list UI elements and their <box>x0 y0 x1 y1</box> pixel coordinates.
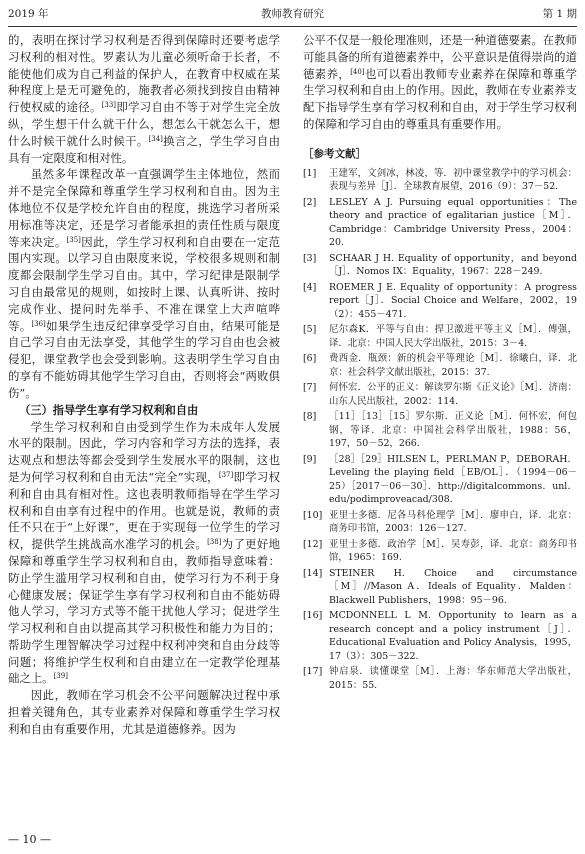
reference-item <box>303 196 577 250</box>
reference-text: STEINER H. Choice and circumstance［M］//Mason A．Ideals of Equality．Malden：Blackwell Publishers，1998：95－96. <box>329 567 577 606</box>
page-number: — 10 — <box>8 833 51 846</box>
citation: [33] <box>101 101 117 110</box>
citation: [40] <box>350 67 365 76</box>
reference-text: 尼尔森K．平等与自由：捍卫激进平等主义［M］．傅强，译．北京：中国人民大学出版社，2015：3－4. <box>329 324 577 349</box>
left-column <box>8 32 280 738</box>
reference-text: 亚里士多德．政治学［M］．吴寿彭，译．北京：商务印书馆，1965：169. <box>329 538 577 564</box>
paragraph: 因此，教师在学习机会不公平问题解决过程中承担着关键角色，其专业素养对保障和尊重学生学习权利和自由有重要作用，尤其是道德修养。因为 <box>8 688 280 736</box>
reference-text: 亚里士多德．尼各马科伦理学［M］．廖申白，译．北京：商务印书馆，2003：126－127. <box>329 509 577 535</box>
reference-item <box>303 323 577 350</box>
references-heading: ［参考文献］ <box>303 147 366 160</box>
reference-text: MCDONNELL L M. Opportunity to learn as a research concept and a policy instrument［J］．Educational Evaluation and Policy Analysis，1995，17（3）：305－322. <box>329 610 577 662</box>
reference-item <box>303 352 577 379</box>
reference-number: [16] <box>303 610 323 622</box>
section-heading: （三）指导学生享有学习权利和自由 <box>19 403 199 417</box>
header-journal: 教师教育研究 <box>261 8 324 20</box>
reference-item <box>303 453 577 507</box>
citation: [37] <box>218 470 234 479</box>
header-issue: 第 1 期 <box>542 8 577 20</box>
reference-item <box>303 609 577 663</box>
reference-text: LESLEY A J. Pursuing equal opportunities：The theory and practice of egalitarian justice［M］．Cambridge：Cambridge University Press，2004：20. <box>329 196 577 249</box>
paragraph: 的，表明在探讨学习权利是否得到保障时还要考虑学习权利的相对性。罗素认为儿童必须听命于长者，不能使他们成为自己利益的保护人，在教育中权威在某种程度上是无可避免的，施教者必须找到按自由精神行使权威的途径。[33]即学习自由不等于对学生完全放纵，学生想干什么就干什么，想怎么干就怎么干，想什么时候干就什么时候干。[34]换言之，学生学习自由具有一定限度和相对性。 <box>8 33 280 165</box>
reference-item <box>303 167 577 194</box>
paragraph: 虽然多年课程改革一直强调学生主体地位，然而并不是完全保障和尊重学生学习权利和自由。因为主体地位不仅是学校允许自由的程度，挑选学习者所采用标准等决定，还是学习者能承担的责任性质与限度等来决定。[35]因此，学生学习权利和自由要在一定范围内实现。以学习自由限度来说，学校很多规则和制度都会限制学生学习自由。其中，学习纪律是限制学习自由最常见的规则，如按时上课、认真听讲、按时完成作业、提问时先举手、不准在课堂上大声喧哗等。[36]如果学生违反纪律享受学习自由，结果可能是自己学习自由无法享受，其他学生的学习自由也会被侵犯，课堂教学也会受到影响。这表明学生学习自由的享有不能妨碍其他学生学习自由，否则将会“两败俱伤”。 <box>8 167 280 400</box>
reference-text: 钟启泉．读懂课堂［M］．上海：华东师范大学出版社，2015：55. <box>329 666 577 691</box>
header-rule <box>8 26 577 27</box>
reference-text: 何怀宏．公平的正义：解读罗尔斯《正义论》［M］．济南：山东人民出版社，2002：114. <box>329 382 577 407</box>
reference-number: [1] <box>303 167 317 179</box>
reference-item <box>303 381 577 408</box>
right-column <box>303 32 577 694</box>
reference-text: 费西金．瓶颈：新的机会平等理论［M］．徐曦白，译．北京：社会科学文献出版社，2015：37. <box>329 353 577 378</box>
citation: [38] <box>207 538 222 547</box>
reference-number: [2] <box>303 196 317 208</box>
citation: [39] <box>53 672 68 681</box>
reference-number: [8] <box>303 411 317 423</box>
reference-number: [3] <box>303 252 317 264</box>
header-year: 2019 年 <box>8 8 49 20</box>
reference-item <box>303 252 577 279</box>
citation: [35] <box>66 235 81 244</box>
reference-text: SCHAAR J H. Equality of opportunity，and beyond［J］．Nomos IX：Equality，1967：228－249. <box>329 252 577 278</box>
reference-number: [12] <box>303 538 323 550</box>
reference-item <box>303 410 577 451</box>
reference-text: ［11］［13］［15］罗尔斯．正义论［M］．何怀宏，何包钢，等译．北京：中国社会科学出版社，1988：56，197，50－52，266. <box>329 411 577 450</box>
paragraph: 学生学习权利和自由受到学生作为未成年人发展水平的限制。因此，学习内容和学习方法的选择，表达观点和想法等都会受到学生发展水平的限制，这也是为何学习权利和自由无法“完全”实现，[37]即学习权利和自由具有相对性。这也表明教师指导在学生学习权利和自由享有过程中的作用。也就是说，教师的责任不只在于“上好课”，更在于实现每一位学生的学习权，提供学生挑战高水准学习的机会。[38]为了更好地保障和尊重学生学习权利和自由，教师指导意味着：防止学生滥用学习权利和自由，使学习行为不利于身心健康发展；保证学生享有学习权利和自由不能妨碍他人学习，学习方式等不能干扰他人学习；促进学生学习权利和自由以提高其学习积极性和能力为目的；帮助学生理智解决学习过程中权利冲突和自由分歧等问题；将维护学生权利和自由建立在一定教学伦理基础之上。[39] <box>8 419 280 686</box>
reference-number: [5] <box>303 324 317 336</box>
reference-number: [17] <box>303 666 323 678</box>
reference-text: 王建军，文剑冰，林凌，等．初中课堂教学中的学习机会：表现与差异［J］．全球教育展望，2016（9）：37－52. <box>329 167 577 193</box>
reference-number: [7] <box>303 382 317 394</box>
reference-text: ROEMER J E. Equality of opportunity：A progress report［J］．Social Choice and Welfare，2002，19（2）：455－471. <box>329 281 577 320</box>
reference-item <box>303 567 577 608</box>
paragraph: 公平不仅是一般伦理准则，还是一种道德要素。在教师可能具备的所有道德素养中，公平意识是值得崇尚的道德素养，[40]也可以看出教师专业素养在保障和尊重学生学习权利和自由上的作用。因此，教师在专业素养支配下指导学生享有学习权利和自由，对于学生学习权利的保障和学习自由的尊重具有重要作用。 <box>303 33 577 131</box>
citation: [34] <box>148 134 163 143</box>
reference-number: [14] <box>303 567 323 579</box>
reference-item <box>303 509 577 536</box>
reference-number: [10] <box>303 509 323 521</box>
reference-item <box>303 665 577 692</box>
running-header <box>8 4 577 24</box>
reference-number: [6] <box>303 353 317 365</box>
reference-number: [4] <box>303 281 317 293</box>
reference-item <box>303 538 577 565</box>
reference-list <box>303 167 577 693</box>
reference-number: [9] <box>303 453 317 465</box>
citation: [36] <box>31 319 46 328</box>
reference-text: ［28］［29］HILSEN L，PERLMAN P，DEBORAH．Leveling the playing field［EB/OL］．（1994－06－25）［2017－06－30］．http://digitalcommons．unl．edu/podimproveacad/308. <box>329 453 577 506</box>
reference-item <box>303 281 577 322</box>
